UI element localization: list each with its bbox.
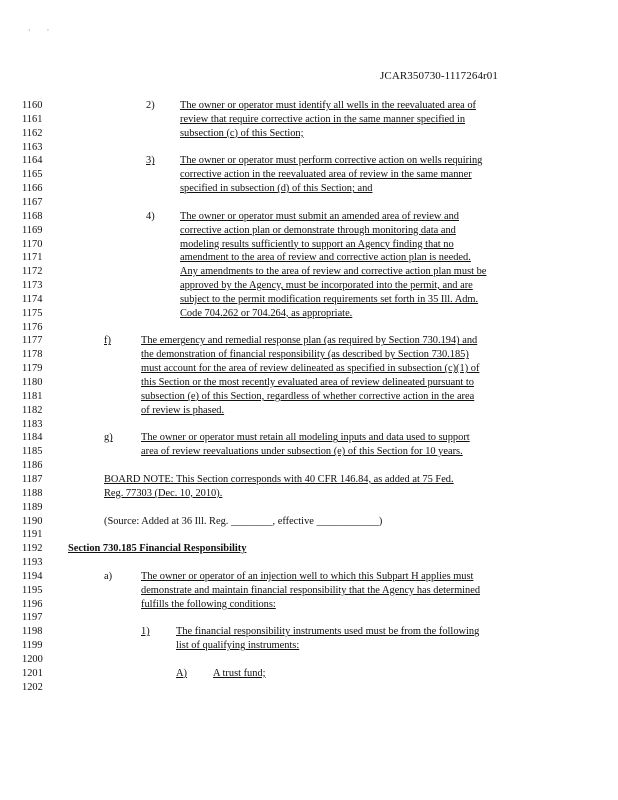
line-text: subject to the permit modification requirements set forth in 35 Ill. Adm.	[180, 293, 479, 305]
line-number: 1194	[22, 570, 43, 582]
line-number: 1172	[22, 266, 43, 278]
text-line	[0, 238, 618, 252]
text-line	[0, 210, 618, 224]
line-number: 1161	[22, 113, 43, 125]
line-number: 1179	[22, 363, 43, 375]
line-text: subsection (e) of this Section, regardless of whether corrective action in the area	[141, 390, 475, 402]
text-line	[0, 404, 618, 418]
line-number: 1168	[22, 210, 43, 222]
line-number: 1184	[22, 432, 43, 444]
line-text: The owner or operator must identify all wells in the reevaluated area of	[180, 100, 477, 111]
subsection-label: 4)	[146, 210, 155, 222]
text-line	[0, 528, 618, 542]
text-line	[0, 224, 618, 238]
line-number: 1189	[22, 501, 43, 513]
line-text: The owner or operator of an injection well to which this Subpart H applies must	[141, 570, 474, 582]
line-number: 1202	[22, 681, 43, 693]
line-text: The financial responsibility instruments used must be from the following	[176, 626, 480, 638]
line-number: 1201	[22, 667, 43, 679]
line-number: 1185	[22, 446, 43, 458]
line-text: modeling results sufficiently to support an Agency finding that no	[180, 238, 454, 250]
text-line	[0, 390, 618, 404]
text-line	[0, 473, 618, 487]
subsection-label: 2)	[146, 100, 155, 111]
line-number: 1200	[22, 654, 43, 665]
line-number: 1193	[22, 557, 43, 569]
text-line	[0, 348, 618, 362]
line-text: area of review reevaluations under subsection (e) of this Section for 10 years.	[141, 446, 463, 458]
text-line	[0, 431, 618, 445]
line-number: 1195	[22, 584, 43, 596]
text-line	[0, 265, 618, 279]
line-number: 1187	[22, 473, 43, 485]
line-number: 1182	[22, 404, 43, 416]
line-number: 1170	[22, 238, 43, 250]
line-number: 1197	[22, 612, 43, 624]
text-line	[0, 653, 618, 667]
line-text: (Source: Added at 36 Ill. Reg. ________, effective ____________)	[104, 515, 383, 527]
line-number: 1165	[22, 169, 43, 181]
text-line	[0, 445, 618, 459]
text-line	[0, 196, 618, 210]
line-text: Any amendments to the area of review and corrective action plan must be	[180, 266, 487, 278]
line-number: 1181	[22, 390, 43, 402]
text-line	[0, 362, 618, 376]
line-text: The emergency and remedial response plan (as required by Section 730.194) and	[141, 335, 478, 347]
line-number: 1177	[22, 335, 43, 347]
line-number: 1167	[22, 196, 43, 208]
text-line	[0, 515, 618, 529]
line-text: fulfills the following conditions:	[141, 598, 276, 610]
line-number: 1178	[22, 349, 43, 361]
text-line	[0, 639, 618, 653]
line-number: 1173	[22, 280, 43, 292]
line-number: 1162	[22, 127, 43, 139]
line-number: 1163	[22, 141, 43, 153]
line-number: 1171	[22, 252, 43, 264]
line-number: 1166	[22, 183, 43, 195]
line-text: the demonstration of financial responsibility (as described by Section 730.185)	[141, 349, 469, 361]
text-line	[0, 542, 618, 556]
text-line	[0, 418, 618, 432]
scan-specks: · ·	[28, 26, 50, 35]
subsection-label: 3)	[146, 155, 155, 167]
line-number: 1180	[22, 377, 43, 388]
line-number: 1176	[22, 321, 43, 333]
line-number: 1186	[22, 460, 43, 472]
text-line	[0, 667, 618, 681]
text-line	[0, 584, 618, 598]
line-number: 1183	[22, 418, 43, 430]
line-number: 1175	[22, 307, 43, 319]
line-number: 1196	[22, 598, 43, 610]
line-text: A trust fund;	[213, 667, 266, 679]
text-line	[0, 556, 618, 570]
line-number: 1169	[22, 224, 43, 236]
document-id: JCAR350730-1117264r01	[380, 70, 499, 82]
line-text: list of qualifying instruments:	[176, 640, 300, 652]
line-text: The owner or operator must retain all modeling inputs and data used to support	[141, 432, 470, 444]
subsection-label: g)	[104, 432, 113, 444]
text-line	[0, 598, 618, 612]
line-number: 1199	[22, 640, 43, 652]
text-line	[0, 113, 618, 127]
line-text: subsection (c) of this Section;	[180, 127, 304, 139]
text-line	[0, 141, 618, 155]
text-line	[0, 251, 618, 265]
line-text: specified in subsection (d) of this Section; and	[180, 183, 373, 195]
text-line	[0, 681, 618, 695]
text-line	[0, 611, 618, 625]
line-text: this Section or the most recently evaluated area of review delineated pursuant to	[141, 377, 474, 388]
line-text: must account for the area of review delineated as specified in subsection (c)(1) of	[141, 363, 480, 375]
subsection-label: A)	[176, 667, 187, 679]
line-number: 1174	[22, 293, 43, 305]
line-text: demonstrate and maintain financial responsibility that the Agency has determined	[141, 584, 481, 596]
line-text: BOARD NOTE: This Section corresponds with 40 CFR 146.84, as added at 75 Fed.	[104, 473, 454, 485]
text-line	[0, 293, 618, 307]
line-text: review that require corrective action in the same manner specified in	[180, 113, 466, 125]
text-line	[0, 99, 618, 113]
subsection-label: a)	[104, 570, 113, 582]
line-number: 1191	[22, 529, 43, 541]
line-number: 1164	[22, 155, 43, 167]
line-number: 1160	[22, 100, 43, 111]
line-text: Reg. 77303 (Dec. 10, 2010).	[104, 487, 223, 499]
line-text: The owner or operator must submit an amended area of review and	[180, 210, 459, 222]
subsection-label: f)	[104, 335, 111, 347]
line-text: The owner or operator must perform corrective action on wells requiring	[180, 155, 483, 167]
text-line	[0, 625, 618, 639]
text-line	[0, 376, 618, 390]
text-line	[0, 154, 618, 168]
text-line	[0, 459, 618, 473]
text-line	[0, 168, 618, 182]
line-number: 1188	[22, 487, 43, 499]
line-number: 1198	[22, 626, 43, 638]
line-text: Code 704.262 or 704.264, as appropriate.	[180, 307, 353, 319]
text-line	[0, 501, 618, 515]
text-line	[0, 321, 618, 335]
text-line	[0, 279, 618, 293]
text-line	[0, 182, 618, 196]
text-line	[0, 307, 618, 321]
line-text: corrective action plan or demonstrate through monitoring data and	[180, 224, 456, 236]
line-number: 1190	[22, 515, 43, 527]
text-line	[0, 570, 618, 584]
section-heading: Section 730.185 Financial Responsibility	[68, 543, 247, 555]
subsection-label: 1)	[141, 626, 150, 638]
line-text: approved by the Agency, must be incorporated into the permit, and are	[180, 280, 473, 292]
text-line	[0, 487, 618, 501]
line-number: 1192	[22, 543, 43, 555]
line-text: of review is phased.	[141, 404, 225, 416]
text-line	[0, 127, 618, 141]
text-line	[0, 334, 618, 348]
line-text: corrective action in the reevaluated area of review in the same manner	[180, 169, 472, 181]
line-text: amendment to the area of review and corrective action plan is needed.	[180, 252, 471, 264]
